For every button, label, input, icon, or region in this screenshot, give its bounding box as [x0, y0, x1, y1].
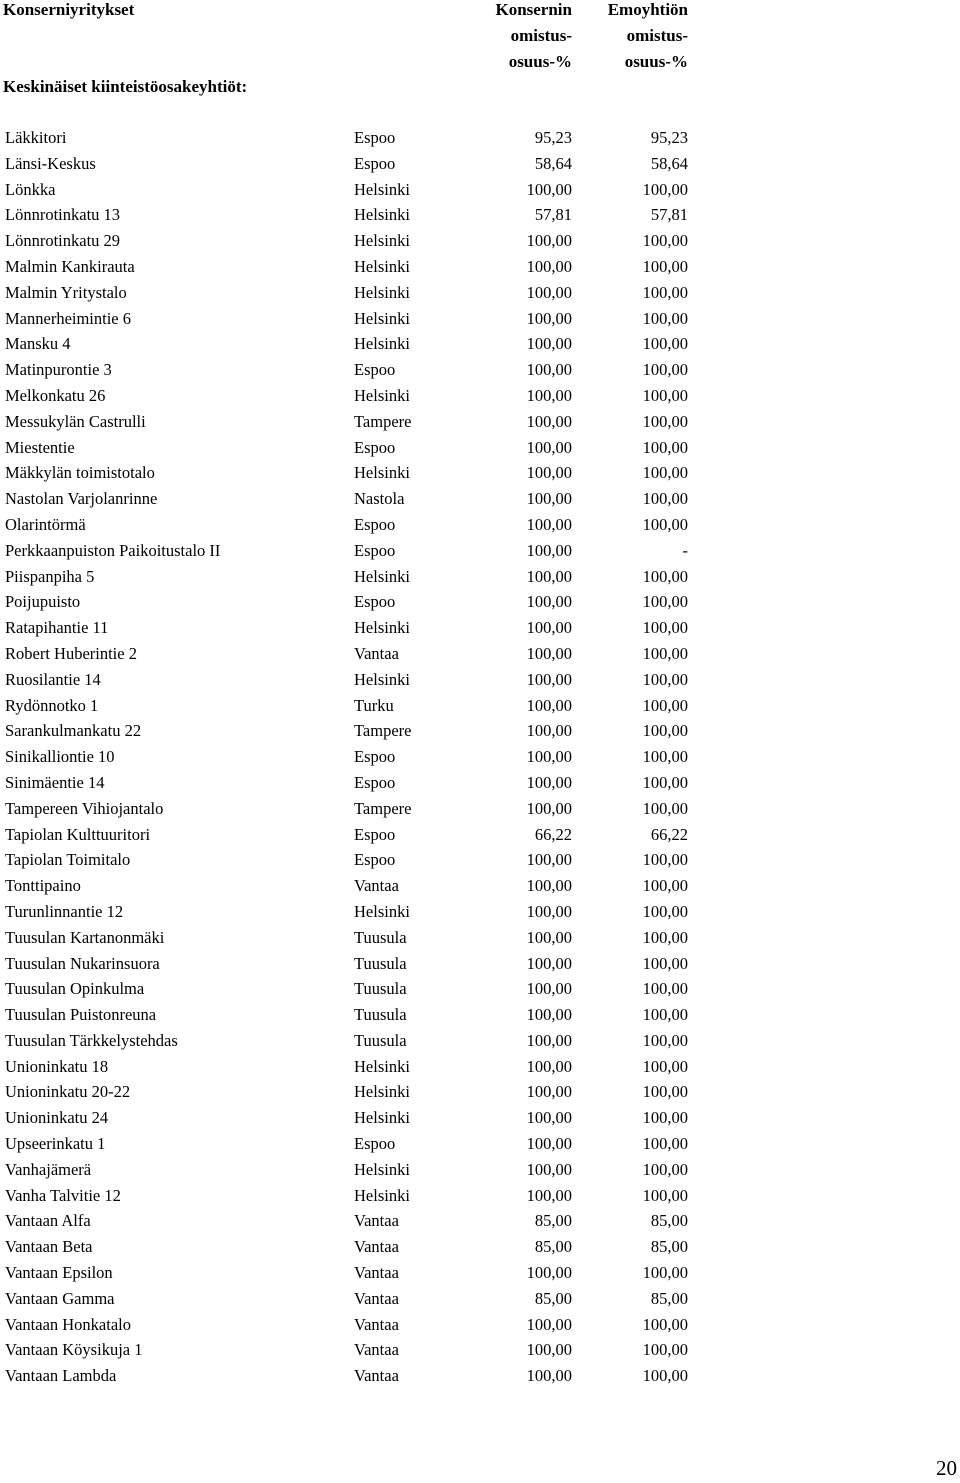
group-ownership-cell: 100,00: [526, 1366, 572, 1386]
group-ownership-cell: 100,00: [526, 772, 572, 792]
city-cell: Espoo: [354, 824, 396, 844]
company-name-cell: Tuusulan Opinkulma: [5, 979, 145, 999]
group-ownership-cell: 100,00: [526, 1314, 572, 1334]
city-cell: Tampere: [354, 721, 412, 741]
company-name-cell: Mäkkylän toimistotalo: [5, 463, 155, 483]
table-row: [0, 254, 960, 280]
parent-ownership-cell: 100,00: [642, 721, 688, 741]
company-name-cell: Tapiolan Toimitalo: [5, 850, 131, 870]
table-row: [0, 435, 960, 461]
group-ownership-cell: 100,00: [526, 979, 572, 999]
city-cell: Espoo: [354, 592, 396, 612]
city-cell: Tampere: [354, 798, 412, 818]
company-name-cell: Tampereen Vihiojantalo: [5, 798, 164, 818]
city-cell: Helsinki: [354, 282, 410, 302]
table-row: [0, 1105, 960, 1131]
company-name-cell: Vantaan Honkatalo: [5, 1314, 131, 1334]
table-row: [0, 202, 960, 228]
table-row: [0, 693, 960, 719]
group-ownership-cell: 85,00: [534, 1211, 572, 1231]
parent-ownership-cell: 95,23: [650, 128, 688, 147]
table-row: [0, 873, 960, 899]
company-name-cell: Upseerinkatu 1: [5, 1134, 106, 1154]
column-header-line: osuus-%: [624, 52, 688, 71]
company-name-cell: Unioninkatu 18: [5, 1056, 109, 1076]
parent-ownership-cell: 100,00: [642, 1314, 688, 1334]
company-name-cell: Lönkka: [5, 179, 56, 199]
company-name-cell: Rydönnotko 1: [5, 695, 99, 715]
city-cell: Helsinki: [354, 1108, 410, 1128]
table-row: [0, 1131, 960, 1157]
parent-ownership-cell: 100,00: [642, 334, 688, 354]
table-row: [0, 280, 960, 306]
city-cell: Espoo: [354, 540, 396, 560]
table-row: [0, 770, 960, 796]
table-row: [0, 1312, 960, 1338]
table-row: [0, 744, 960, 770]
group-ownership-cell: 100,00: [526, 282, 572, 302]
parent-ownership-cell: 100,00: [642, 1263, 688, 1283]
company-name-cell: Lönnrotinkatu 29: [5, 231, 121, 251]
column-header-line: Konsernin: [495, 0, 572, 19]
group-ownership-cell: 100,00: [526, 231, 572, 251]
parent-ownership-cell: 100,00: [642, 979, 688, 999]
city-cell: Nastola: [354, 489, 405, 509]
table-row: [0, 1208, 960, 1234]
parent-ownership-cell: 100,00: [642, 1366, 688, 1386]
city-cell: Helsinki: [354, 385, 410, 405]
page-number: 20: [936, 1456, 957, 1480]
city-cell: Helsinki: [354, 1185, 410, 1205]
company-name-cell: Poijupuisto: [5, 592, 81, 612]
table-row: [0, 151, 960, 177]
table-row: [0, 641, 960, 667]
city-cell: Tuusula: [354, 1030, 407, 1050]
table-row: [0, 976, 960, 1002]
table-row: [0, 460, 960, 486]
table-row: [0, 1002, 960, 1028]
table-row: [0, 1337, 960, 1363]
parent-ownership-cell: 100,00: [642, 437, 688, 457]
group-ownership-cell: 85,00: [534, 1288, 572, 1308]
city-cell: Espoo: [354, 360, 396, 380]
city-cell: Tuusula: [354, 979, 407, 999]
group-ownership-cell: 100,00: [526, 437, 572, 457]
company-name-cell: Sinikalliontie 10: [5, 747, 115, 767]
table-row: [0, 667, 960, 693]
city-cell: Tuusula: [354, 1005, 407, 1025]
table-row: [0, 1183, 960, 1209]
city-cell: Espoo: [354, 514, 396, 534]
group-ownership-cell: 100,00: [526, 360, 572, 380]
city-cell: Helsinki: [354, 901, 410, 921]
parent-ownership-cell: 100,00: [642, 1056, 688, 1076]
company-name-cell: Unioninkatu 20-22: [5, 1082, 131, 1102]
table-row: [0, 796, 960, 822]
group-ownership-cell: 100,00: [526, 540, 572, 560]
parent-ownership-cell: 100,00: [642, 953, 688, 973]
city-cell: Tuusula: [354, 953, 407, 973]
table-row: [0, 486, 960, 512]
group-ownership-cell: 100,00: [526, 463, 572, 483]
column-header-line: omistus-: [626, 26, 688, 45]
group-ownership-cell: 100,00: [526, 927, 572, 947]
company-name-cell: Mansku 4: [5, 334, 71, 354]
table-row: [0, 1054, 960, 1080]
table-row: [0, 306, 960, 332]
city-cell: Tuusula: [354, 927, 407, 947]
column-header-line: Emoyhtiön: [607, 0, 688, 19]
group-ownership-cell: 100,00: [526, 308, 572, 328]
city-cell: Helsinki: [354, 669, 410, 689]
parent-ownership-cell: 100,00: [642, 669, 688, 689]
city-cell: Vantaa: [354, 876, 399, 896]
city-cell: Helsinki: [354, 1056, 410, 1076]
group-ownership-cell: 95,23: [534, 128, 572, 147]
group-ownership-cell: 66,22: [534, 824, 572, 844]
company-name-cell: Vantaan Alfa: [5, 1211, 91, 1231]
table-row: [0, 331, 960, 357]
table-row: [0, 125, 960, 151]
group-ownership-cell: 100,00: [526, 1082, 572, 1102]
parent-ownership-cell: 100,00: [642, 179, 688, 199]
table-row: [0, 1079, 960, 1105]
table-row: [0, 177, 960, 203]
parent-ownership-cell: 85,00: [650, 1288, 688, 1308]
group-ownership-cell: 100,00: [526, 179, 572, 199]
group-ownership-cell: 85,00: [534, 1237, 572, 1257]
table-row: [0, 718, 960, 744]
company-name-cell: Tuusulan Kartanonmäki: [5, 927, 165, 947]
company-name-cell: Robert Huberintie 2: [5, 643, 137, 663]
city-cell: Espoo: [354, 850, 396, 870]
company-name-cell: Ratapihantie 11: [5, 618, 109, 638]
company-name-cell: Ruosilantie 14: [5, 669, 101, 689]
city-cell: Vantaa: [354, 643, 399, 663]
company-name-cell: Unioninkatu 24: [5, 1108, 109, 1128]
company-name-cell: Turunlinnantie 12: [5, 901, 124, 921]
parent-ownership-cell: 100,00: [642, 901, 688, 921]
parent-ownership-cell: 100,00: [642, 463, 688, 483]
group-ownership-cell: 100,00: [526, 669, 572, 689]
group-ownership-cell: 100,00: [526, 1263, 572, 1283]
group-ownership-cell: 100,00: [526, 1030, 572, 1050]
group-ownership-cell: 100,00: [526, 256, 572, 276]
company-name-cell: Vanhajämerä: [5, 1159, 92, 1179]
table-row: [0, 822, 960, 848]
parent-ownership-cell: 100,00: [642, 1134, 688, 1154]
table-row: [0, 512, 960, 538]
parent-ownership-cell: 100,00: [642, 385, 688, 405]
table-row: [0, 925, 960, 951]
table-row: [0, 899, 960, 925]
parent-ownership-cell: 100,00: [642, 489, 688, 509]
group-ownership-cell: 100,00: [526, 514, 572, 534]
company-name-cell: Tuusulan Tärkkelystehdas: [5, 1030, 178, 1050]
group-ownership-cell: 100,00: [526, 1056, 572, 1076]
company-name-cell: Melkonkatu 26: [5, 385, 106, 405]
parent-ownership-cell: 100,00: [642, 256, 688, 276]
company-name-cell: Tapiolan Kulttuuritori: [5, 824, 151, 844]
table-row: [0, 409, 960, 435]
table-row: [0, 538, 960, 564]
company-name-cell: Vantaan Köysikuja 1: [5, 1340, 143, 1360]
city-cell: Helsinki: [354, 566, 410, 586]
company-name-cell: Vantaan Lambda: [5, 1366, 117, 1386]
company-name-cell: Mannerheimintie 6: [5, 308, 132, 328]
parent-ownership-cell: 100,00: [642, 850, 688, 870]
company-name-cell: Matinpurontie 3: [5, 360, 112, 380]
company-name-cell: Malmin Kankirauta: [5, 256, 135, 276]
group-ownership-cell: 100,00: [526, 1340, 572, 1360]
group-ownership-cell: 100,00: [526, 489, 572, 509]
company-name-cell: Tuusulan Puistonreuna: [5, 1005, 157, 1025]
parent-ownership-cell: 100,00: [642, 643, 688, 663]
column-header-line: osuus-%: [508, 52, 572, 71]
group-ownership-cell: 100,00: [526, 1005, 572, 1025]
group-ownership-cell: 100,00: [526, 850, 572, 870]
company-name-cell: Sarankulmankatu 22: [5, 721, 142, 741]
city-cell: Vantaa: [354, 1211, 399, 1231]
table-row: [0, 357, 960, 383]
parent-ownership-cell: 100,00: [642, 876, 688, 896]
city-cell: Espoo: [354, 1134, 396, 1154]
parent-ownership-cell: 100,00: [642, 411, 688, 431]
table-row: [0, 228, 960, 254]
city-cell: Vantaa: [354, 1263, 399, 1283]
group-ownership-cell: 100,00: [526, 618, 572, 638]
group-ownership-cell: 100,00: [526, 334, 572, 354]
parent-ownership-cell: 100,00: [642, 514, 688, 534]
parent-ownership-cell: 100,00: [642, 1340, 688, 1360]
city-cell: Vantaa: [354, 1366, 399, 1386]
parent-ownership-cell: 57,81: [650, 205, 688, 225]
parent-ownership-cell: -: [682, 540, 688, 560]
group-ownership-cell: 100,00: [526, 411, 572, 431]
city-cell: Helsinki: [354, 205, 410, 225]
table-row: [0, 847, 960, 873]
group-ownership-cell: 100,00: [526, 385, 572, 405]
parent-ownership-cell: 58,64: [650, 153, 688, 173]
parent-ownership-cell: 100,00: [642, 1159, 688, 1179]
table-row: [0, 589, 960, 615]
company-name-cell: Messukylän Castrulli: [5, 411, 146, 431]
table-row: [0, 1286, 960, 1312]
group-ownership-cell: 100,00: [526, 721, 572, 741]
group-ownership-cell: 100,00: [526, 1108, 572, 1128]
table-row: [0, 383, 960, 409]
company-name-cell: Perkkaanpuiston Paikoitustalo II: [5, 540, 221, 560]
group-ownership-cell: 57,81: [534, 205, 572, 225]
city-cell: Helsinki: [354, 179, 410, 199]
parent-ownership-cell: 100,00: [642, 1082, 688, 1102]
city-cell: Helsinki: [354, 618, 410, 638]
parent-ownership-cell: 100,00: [642, 1030, 688, 1050]
table-row: [0, 564, 960, 590]
column-header-group-ownership: [495, 0, 572, 75]
table-row: [0, 1028, 960, 1054]
parent-ownership-cell: 100,00: [642, 566, 688, 586]
company-name-cell: Malmin Yritystalo: [5, 282, 127, 302]
parent-ownership-cell: 100,00: [642, 1108, 688, 1128]
group-ownership-cell: 100,00: [526, 901, 572, 921]
table-row: [0, 1234, 960, 1260]
column-header-parent-ownership: [608, 0, 688, 75]
city-cell: Vantaa: [354, 1288, 399, 1308]
company-name-cell: Sinimäentie 14: [5, 772, 105, 792]
table-row: [0, 1363, 960, 1389]
city-cell: Vantaa: [354, 1237, 399, 1257]
city-cell: Espoo: [354, 772, 396, 792]
parent-ownership-cell: 100,00: [642, 282, 688, 302]
group-ownership-cell: 100,00: [526, 747, 572, 767]
parent-ownership-cell: 100,00: [642, 747, 688, 767]
city-cell: Helsinki: [354, 256, 410, 276]
group-ownership-cell: 100,00: [526, 643, 572, 663]
company-name-cell: Lönnrotinkatu 13: [5, 205, 121, 225]
table-row: [0, 1157, 960, 1183]
company-name-cell: Nastolan Varjolanrinne: [5, 489, 158, 509]
parent-ownership-cell: 100,00: [642, 231, 688, 251]
company-name-cell: Vantaan Beta: [5, 1237, 93, 1257]
table-row: [0, 615, 960, 641]
page-title: Konserniyritykset: [3, 0, 135, 19]
company-name-cell: Vanha Talvitie 12: [5, 1185, 121, 1205]
company-name-cell: Miestentie: [5, 437, 75, 457]
city-cell: Helsinki: [354, 1159, 410, 1179]
city-cell: Espoo: [354, 437, 396, 457]
city-cell: Vantaa: [354, 1340, 399, 1360]
company-name-cell: Länsi-Keskus: [5, 153, 96, 173]
city-cell: Helsinki: [354, 231, 410, 251]
group-ownership-cell: 100,00: [526, 953, 572, 973]
parent-ownership-cell: 100,00: [642, 360, 688, 380]
parent-ownership-cell: 100,00: [642, 772, 688, 792]
parent-ownership-cell: 100,00: [642, 927, 688, 947]
company-name-cell: Vantaan Epsilon: [5, 1263, 113, 1283]
parent-ownership-cell: 100,00: [642, 1185, 688, 1205]
city-cell: Helsinki: [354, 334, 410, 354]
company-name-cell: Piispanpiha 5: [5, 566, 95, 586]
section-subtitle: Keskinäiset kiinteistöosakeyhtiöt:: [3, 77, 248, 96]
parent-ownership-cell: 100,00: [642, 592, 688, 612]
city-cell: Espoo: [354, 128, 396, 147]
parent-ownership-cell: 100,00: [642, 798, 688, 818]
group-ownership-cell: 100,00: [526, 876, 572, 896]
group-ownership-cell: 100,00: [526, 1159, 572, 1179]
group-ownership-cell: 100,00: [526, 1185, 572, 1205]
company-name-cell: Tonttipaino: [5, 876, 81, 896]
parent-ownership-cell: 85,00: [650, 1237, 688, 1257]
city-cell: Tampere: [354, 411, 412, 431]
table-row: [0, 951, 960, 977]
company-name-cell: Vantaan Gamma: [5, 1288, 115, 1308]
city-cell: Vantaa: [354, 1314, 399, 1334]
parent-ownership-cell: 100,00: [642, 308, 688, 328]
company-name-cell: Läkkitori: [5, 128, 67, 147]
group-ownership-cell: 100,00: [526, 1134, 572, 1154]
city-cell: Helsinki: [354, 308, 410, 328]
group-ownership-cell: 58,64: [534, 153, 572, 173]
city-cell: Espoo: [354, 153, 396, 173]
group-ownership-cell: 100,00: [526, 566, 572, 586]
group-ownership-cell: 100,00: [526, 592, 572, 612]
parent-ownership-cell: 100,00: [642, 618, 688, 638]
city-cell: Helsinki: [354, 1082, 410, 1102]
city-cell: Espoo: [354, 747, 396, 767]
group-ownership-cell: 100,00: [526, 798, 572, 818]
company-name-cell: Tuusulan Nukarinsuora: [5, 953, 160, 973]
table-row: [0, 1260, 960, 1286]
company-name-cell: Olarintörmä: [5, 514, 86, 534]
city-cell: Helsinki: [354, 463, 410, 483]
subsidiary-table: [0, 125, 960, 1389]
parent-ownership-cell: 66,22: [650, 824, 688, 844]
city-cell: Turku: [354, 695, 394, 715]
parent-ownership-cell: 85,00: [650, 1211, 688, 1231]
parent-ownership-cell: 100,00: [642, 695, 688, 715]
parent-ownership-cell: 100,00: [642, 1005, 688, 1025]
column-header-line: omistus-: [510, 26, 572, 45]
group-ownership-cell: 100,00: [526, 695, 572, 715]
